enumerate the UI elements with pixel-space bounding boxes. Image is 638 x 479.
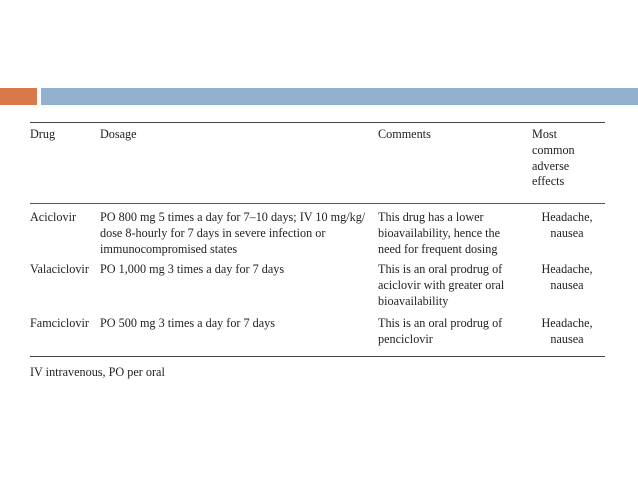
dosage-cell: PO 800 mg 5 times a day for 7–10 days; IV 10 mg/kg/ dose 8-hourly for 7 days in severe infection or immunocompromised states: [100, 210, 366, 256]
header-adverse-effects: Most common adverse effects: [532, 127, 575, 189]
table-bottom-rule: [30, 356, 605, 357]
table-header-rule: [30, 203, 605, 204]
header-dosage: Dosage: [100, 127, 137, 141]
adverse-cell: Headache, nausea: [541, 262, 593, 292]
adverse-cell: Headache, nausea: [541, 210, 593, 240]
drug-cell: Famciclovir: [30, 316, 89, 330]
dosage-cell: PO 500 mg 3 times a day for 7 days: [100, 316, 276, 330]
dosage-cell: PO 1,000 mg 3 times a day for 7 days: [100, 262, 285, 276]
header-drug: Drug: [30, 127, 56, 141]
table-row: [30, 262, 605, 316]
adverse-cell: Headache, nausea: [541, 316, 593, 346]
comments-cell: This is an oral prodrug of aciclovir with greater oral bioavailability: [378, 262, 505, 308]
drug-cell: Aciclovir: [30, 210, 77, 224]
table-footnote: IV intravenous, PO per oral: [30, 365, 165, 379]
accent-bar-blue: [41, 88, 638, 105]
header-comments: Comments: [378, 127, 431, 141]
antiviral-table: [30, 122, 605, 380]
table-row: [30, 210, 605, 262]
table-header-row: [30, 127, 605, 203]
comments-cell: This drug has a lower bioavailability, hence the need for frequent dosing: [378, 210, 501, 256]
accent-bar-orange: [0, 88, 37, 105]
comments-cell: This is an oral prodrug of penciclovir: [378, 316, 503, 346]
table-top-rule: [30, 122, 605, 123]
drug-cell: Valaciclovir: [30, 262, 89, 276]
table-row: [30, 316, 605, 356]
